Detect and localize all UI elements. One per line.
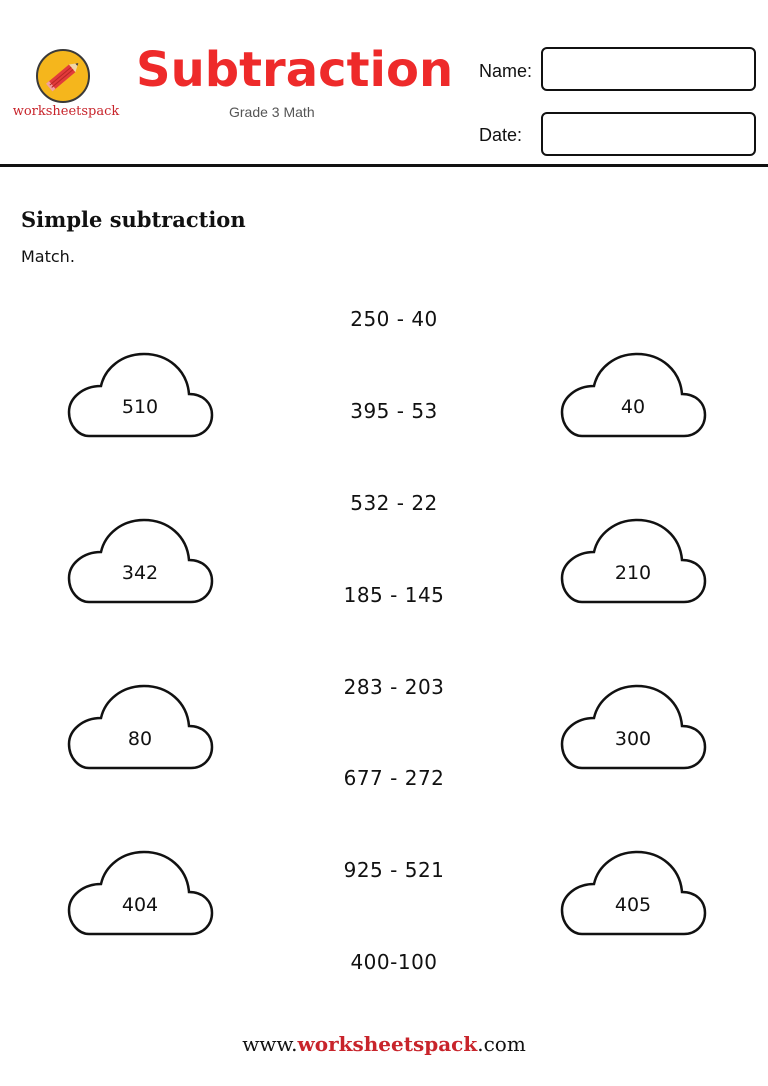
- answer-cloud-left-3: [67, 684, 217, 774]
- answer-label: 510: [121, 396, 159, 418]
- date-field[interactable]: [541, 112, 756, 156]
- name-label: Name:: [479, 61, 533, 81]
- answer-label: 342: [121, 562, 159, 584]
- answer-cloud-right-4: [560, 850, 710, 940]
- answer-cloud-left-4: [67, 850, 217, 940]
- problem-2: 395 - 53: [350, 399, 438, 423]
- date-label: Date:: [479, 125, 523, 145]
- page-subtitle: Grade 3 Math: [229, 104, 315, 120]
- header-divider: [0, 164, 768, 167]
- answer-label: 404: [121, 894, 159, 916]
- worksheetspack-logo-icon: [35, 48, 91, 104]
- answer-label: 405: [614, 894, 652, 916]
- problem-1: 250 - 40: [350, 307, 438, 331]
- answer-cloud-left-2: [67, 518, 217, 608]
- footer-url-brand: worksheetspack: [297, 1032, 478, 1056]
- page-title: Subtraction: [136, 42, 454, 98]
- footer-url-prefix: www.: [242, 1032, 298, 1056]
- instruction-text: Match.: [21, 247, 75, 266]
- problem-4: 185 - 145: [343, 583, 445, 607]
- brand-name: worksheetspack: [12, 104, 120, 119]
- problem-5: 283 - 203: [343, 675, 445, 699]
- answer-label: 80: [127, 728, 153, 750]
- name-field[interactable]: [541, 47, 756, 91]
- footer-url[interactable]: [0, 1032, 768, 1056]
- problem-7: 925 - 521: [343, 858, 445, 882]
- answer-cloud-left-1: [67, 352, 217, 442]
- answer-label: 40: [620, 396, 646, 418]
- problem-3: 532 - 22: [350, 491, 438, 515]
- footer-url-suffix: .com: [477, 1032, 526, 1056]
- problem-6: 677 - 272: [343, 766, 445, 790]
- answer-cloud-right-1: [560, 352, 710, 442]
- answer-label: 210: [614, 562, 652, 584]
- problem-8: 400-100: [350, 950, 438, 974]
- answer-label: 300: [614, 728, 652, 750]
- answer-cloud-right-3: [560, 684, 710, 774]
- answer-cloud-right-2: [560, 518, 710, 608]
- section-title: Simple subtraction: [21, 207, 246, 232]
